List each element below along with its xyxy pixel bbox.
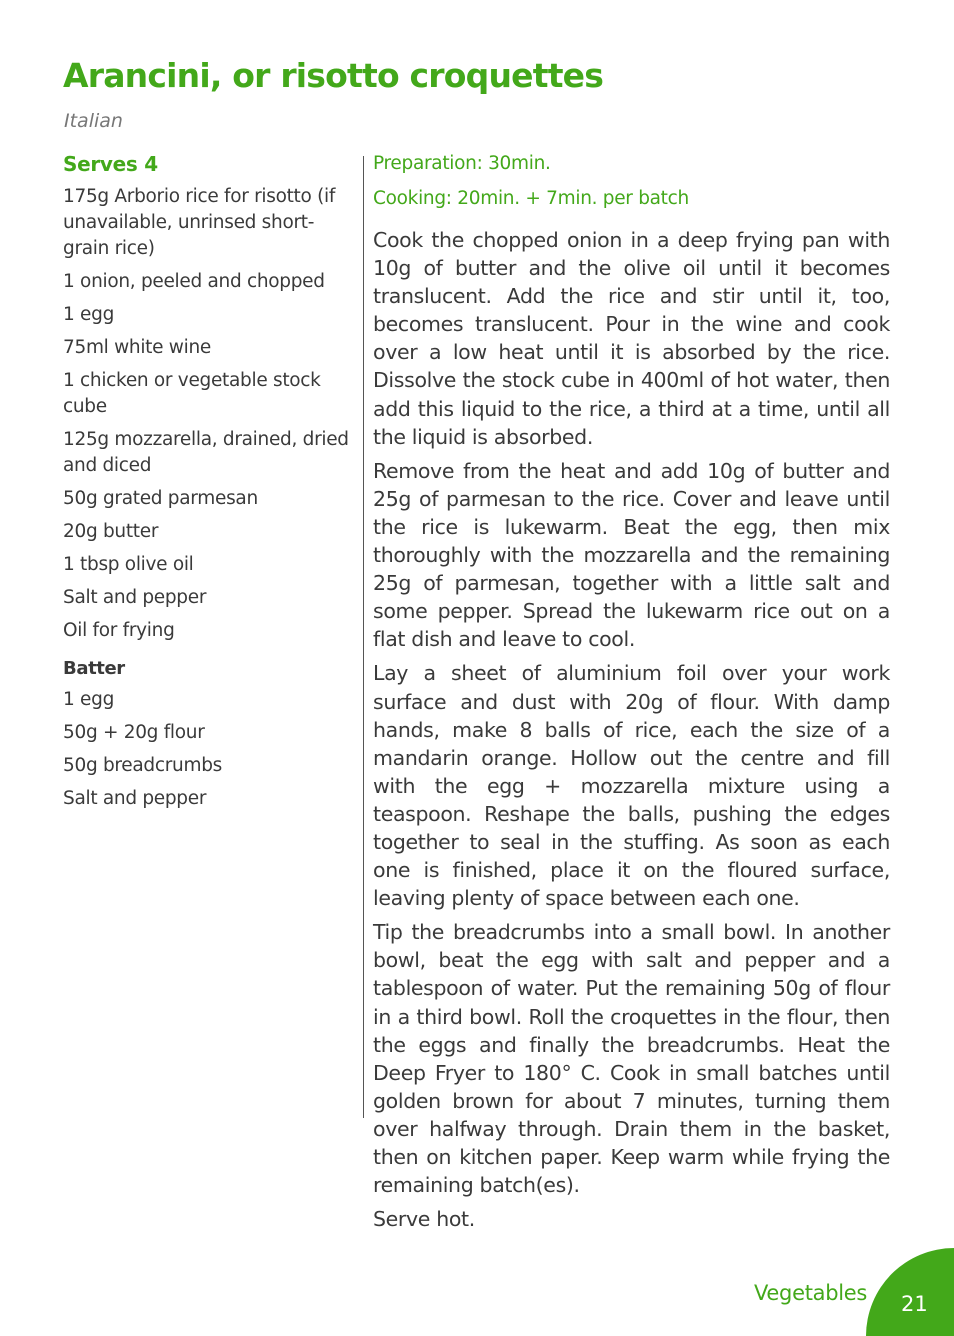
ingredient-item: 125g mozzarella, drained, dried and diced xyxy=(63,429,349,476)
method-step: Cook the chopped onion in a deep frying pan with 10g of butter and the olive oil until it becomes translucent. Add the rice and stir until it, too, becomes translucent. Pour in the wine and cook over a low heat until it is absorbed by the rice. Dissolve the stock cube in 400ml of hot water, then add this liquid to the rice, a third at a time, until all the liquid is absorbed. xyxy=(373,228,890,449)
ingredient-item: 1 onion, peeled and chopped xyxy=(63,271,325,292)
ingredient-item: 50g grated parmesan xyxy=(63,488,258,509)
ingredient-item: 175g Arborio rice for risotto (if unavailable, unrinsed short-grain rice) xyxy=(63,186,336,259)
batter-item: 50g breadcrumbs xyxy=(63,755,222,776)
section-label: Vegetables xyxy=(754,1281,868,1305)
ingredient-item: 20g butter xyxy=(63,521,159,542)
ingredient-item: Salt and pepper xyxy=(63,587,207,608)
ingredient-list xyxy=(63,184,355,644)
serves-heading: Serves 4 xyxy=(63,152,158,176)
ingredient-item: 1 tbsp olive oil xyxy=(63,554,194,575)
batter-item: 1 egg xyxy=(63,689,115,710)
method-step: Lay a sheet of aluminium foil over your work surface and dust with 20g of flour. With damp hands, make 8 balls of rice, each the size of a mandarin orange. Hollow out the centre and fill with the egg + mozzarella mixture using a teaspoon. Reshape the balls, pushing the edges together to seal in the stuffing. As soon as each one is finished, place it on the floured surface, leaving plenty of space between each one. xyxy=(373,661,890,911)
batter-heading: Batter xyxy=(63,658,125,679)
method-step: Tip the breadcrumbs into a small bowl. In another bowl, beat the egg with salt and pepper and a tablespoon of water. Put the remaining 50g of flour in a third bowl. Roll the croquettes in the flour, then the eggs and finally the breadcrumbs. Heat the Deep Fryer to 180° C. Cook in small batches until golden brown for about 7 minutes, turning them over halfway through. Drain them in the basket, then on kitchen paper. Keep warm while frying the remaining batch(es). xyxy=(373,920,890,1198)
page-number: 21 xyxy=(901,1292,928,1316)
cooking-time: Cooking: 20min. + 7min. per batch xyxy=(373,188,689,209)
ingredient-item: 75ml white wine xyxy=(63,337,211,358)
recipe-title: Arancini, or risotto croquettes xyxy=(63,56,604,95)
ingredients-column xyxy=(63,152,355,819)
ingredient-item: 1 chicken or vegetable stock cube xyxy=(63,370,321,417)
method-step: Serve hot. xyxy=(373,1207,475,1232)
batter-list xyxy=(63,687,355,812)
batter-item: Salt and pepper xyxy=(63,788,207,809)
column-divider xyxy=(363,156,364,1118)
preparation-time: Preparation: 30min. xyxy=(373,153,551,174)
batter-item: 50g + 20g flour xyxy=(63,722,205,743)
method-step: Remove from the heat and add 10g of butter and 25g of parmesan to the rice. Cover and leave until the rice is lukewarm. Beat the egg, then mix thoroughly with the mozzarella and the remaining 25g of parmesan, together with a little salt and some pepper. Spread the lukewarm rice out on a flat dish and leave to cool. xyxy=(373,458,890,652)
recipe-cuisine: Italian xyxy=(64,110,123,132)
method-column xyxy=(373,150,890,1239)
ingredient-item: 1 egg xyxy=(63,304,115,325)
ingredient-item: Oil for frying xyxy=(63,620,175,641)
